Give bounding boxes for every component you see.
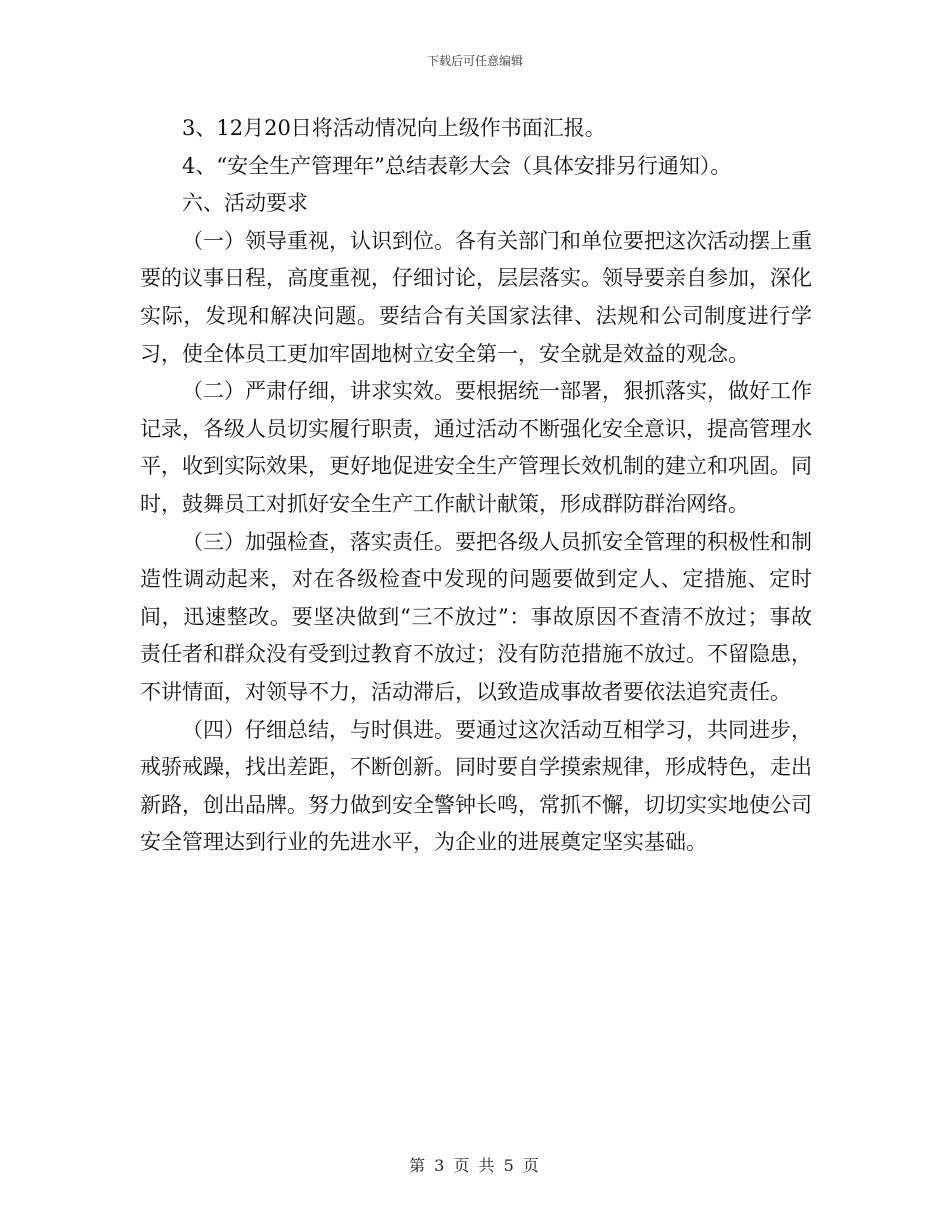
page-header: 下载后可任意编辑: [426, 54, 523, 68]
paragraph-requirement-1: （一）领导重视，认识到位。各有关部门和单位要把这次活动摆上重要的议事日程，高度重视，仔细讨论，层层落实。领导要亲自参加，深化实际，发现和解决问题。要结合有关国家法律、法规和公司制度进行学习，使全体员工更加牢固地树立安全第一，安全就是效益的观念。: [140, 228, 812, 366]
paragraph-report-item: 3、12月20日将活动情况向上级作书面汇报。: [182, 116, 606, 140]
paragraph-requirement-2: （二）严肃仔细，讲求实效。要根据统一部署，狠抓落实，做好工作记录，各级人员切实履行职责，通过活动不断强化安全意识，提高管理水平，收到实际效果，更好地促进安全生产管理长效机制的建立和巩固。同时，鼓舞员工对抓好安全生产工作献计献策，形成群防群治网络。: [140, 379, 812, 516]
paragraph-commendation-item: 4、“安全生产管理年”总结表彰大会（具体安排另行通知）。: [182, 153, 732, 178]
document-body: [140, 110, 812, 862]
paragraph-requirement-4: （四）仔细总结，与时俱进。要通过这次活动互相学习，共同进步，戒骄戒躁，找出差距，不断创新。同时要自学摸索规律，形成特色，走出新路，创出品牌。努力做到安全警钟长鸣，常抓不懈，切切实实地使公司安全管理达到行业的先进水平，为企业的进展奠定坚实基础。: [140, 717, 812, 855]
paragraph-requirement-3: （三）加强检查，落实责任。要把各级人员抓安全管理的积极性和制造性调动起来，对在各级检查中发现的问题要做到定人、定措施、定时间，迅速整改。要坚决做到“三不放过”：事故原因不查清不放过；事故责任者和群众没有受到过教育不放过；没有防范措施不放过。不留隐患，不讲情面，对领导不力，活动滞后，以致造成事故者要依法追究责任。: [140, 529, 812, 704]
page-number-footer: 第 3 页 共 5 页: [409, 1156, 541, 1175]
section-heading-requirements: 六、活动要求: [182, 191, 308, 216]
